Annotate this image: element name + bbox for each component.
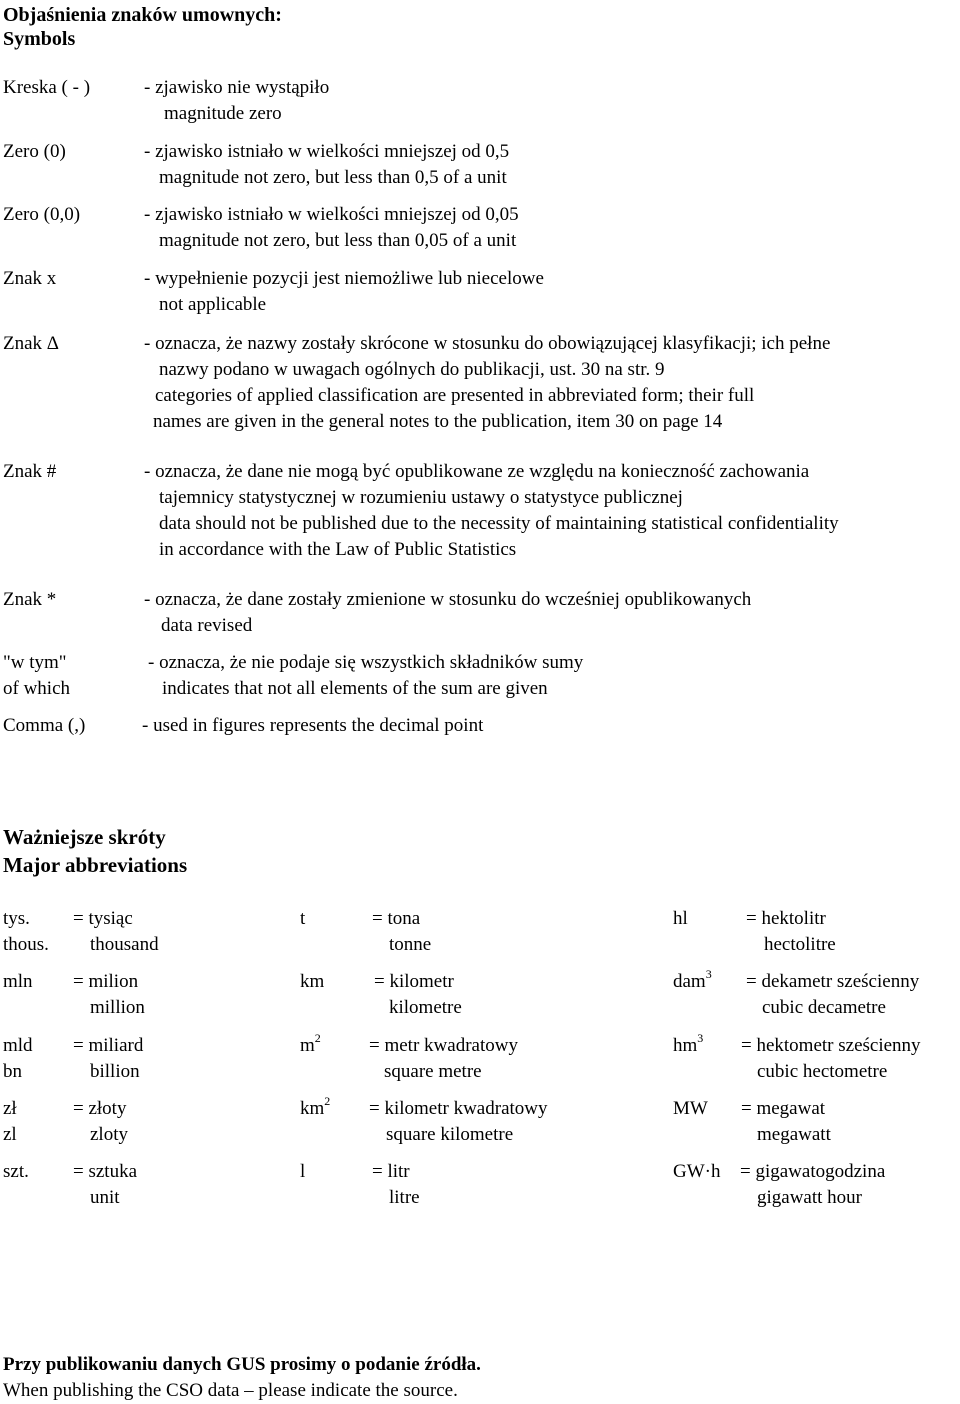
abbr-meaning-en: thousand xyxy=(90,934,159,955)
abbr-meaning xyxy=(73,969,145,1021)
symbol-desc-line: tajemnicy statystycznej w rozumieniu ustawy o statystyce publicznej xyxy=(159,487,683,508)
abbr-meaning-en: cubic decametre xyxy=(762,997,886,1018)
abbr-meaning-pl: = litr xyxy=(372,1161,410,1182)
symbol-description xyxy=(144,587,751,639)
abbr-meaning-pl: = hektometr sześcienny xyxy=(741,1035,921,1056)
symbol-term-line: of which xyxy=(3,678,71,699)
abbr-term xyxy=(3,1096,17,1148)
symbol-description xyxy=(144,202,519,254)
abbr-meaning-pl: = hektolitr xyxy=(746,908,826,929)
abbr-meaning-en: kilometre xyxy=(389,997,462,1018)
abbr-symbol: GW·h xyxy=(673,1161,721,1182)
abbr-superscript: 3 xyxy=(705,966,712,981)
symbol-desc-line: magnitude not zero, but less than 0,05 of a unit xyxy=(159,230,517,251)
symbol-term: Kreska ( - ) xyxy=(3,77,91,98)
abbr-meaning xyxy=(369,1096,548,1148)
symbol-desc-line: magnitude not zero, but less than 0,5 of a unit xyxy=(159,167,507,188)
symbol-description xyxy=(144,459,839,563)
symbol-description xyxy=(144,139,509,191)
abbr-symbol xyxy=(300,1030,321,1059)
abbr-symbol: l xyxy=(300,1161,306,1182)
symbol-description xyxy=(144,331,830,435)
abbr-symbol-en: thous. xyxy=(3,934,49,955)
abbr-symbol: MW xyxy=(673,1098,708,1119)
abbr-superscript: 2 xyxy=(324,1093,331,1108)
abbr-meaning-pl: = tona xyxy=(372,908,421,929)
abbr-term xyxy=(3,1033,33,1085)
abbr-symbol xyxy=(673,966,712,995)
abbr-meaning xyxy=(73,1096,128,1148)
symbol-desc-line: - zjawisko istniało w wielkości mniejszej od 0,5 xyxy=(144,141,510,162)
abbr-symbol-base: hm xyxy=(673,1035,698,1056)
symbol-term: Comma (,) xyxy=(3,715,86,736)
symbol-desc-line: in accordance with the Law of Public Statistics xyxy=(159,539,517,560)
abbr-meaning-pl: = kilometr xyxy=(374,971,454,992)
abbr-meaning-en: million xyxy=(90,997,145,1018)
abbr-meaning xyxy=(73,906,159,958)
symbol-desc-line: - zjawisko nie wystąpiło xyxy=(144,77,330,98)
symbol-term: Zero (0) xyxy=(3,141,66,162)
abbr-meaning xyxy=(369,1033,518,1085)
abbr-meaning-pl: = megawat xyxy=(741,1098,826,1119)
abbr-symbol: mln xyxy=(3,971,33,992)
symbol-term: Znak x xyxy=(3,268,57,289)
abbr-meaning-en: square metre xyxy=(384,1061,482,1082)
abbr-meaning-pl: = milion xyxy=(73,971,139,992)
abbr-symbol-base: dam xyxy=(673,971,706,992)
abbr-meaning-en: gigawatt hour xyxy=(757,1187,863,1208)
abbr-meaning xyxy=(746,969,919,1021)
symbol-desc-line: data revised xyxy=(161,615,253,636)
abbr-symbol-en: bn xyxy=(3,1061,22,1082)
symbol-desc-line: not applicable xyxy=(159,294,267,315)
symbol-term: Znak * xyxy=(3,589,57,610)
abbr-symbol: km xyxy=(300,971,325,992)
symbol-term: Zero (0,0) xyxy=(3,204,81,225)
abbr-meaning-en: cubic hectometre xyxy=(757,1061,888,1082)
abbr-meaning-pl: = metr kwadratowy xyxy=(369,1035,518,1056)
abbr-superscript: 2 xyxy=(314,1030,321,1045)
abbr-symbol: mld xyxy=(3,1035,33,1056)
symbol-desc-line: categories of applied classification are presented in abbreviated form; their full xyxy=(155,385,755,406)
abbr-meaning-en: unit xyxy=(90,1187,120,1208)
symbol-desc-line: - wypełnienie pozycji jest niemożliwe lub niecelowe xyxy=(144,268,544,289)
abbr-meaning xyxy=(746,906,836,958)
symbol-desc-line: - oznacza, że dane nie mogą być opublikowane ze względu na konieczność zachowania xyxy=(144,461,810,482)
abbr-meaning xyxy=(372,906,431,958)
abbr-meaning-pl: = tysiąc xyxy=(73,908,133,929)
footer-note-en: When publishing the CSO data – please indicate the source. xyxy=(3,1380,458,1401)
abbr-term xyxy=(3,906,49,958)
abbr-meaning-en: litre xyxy=(389,1187,420,1208)
abbr-meaning xyxy=(372,1159,420,1211)
abbr-meaning xyxy=(73,1159,137,1211)
abbr-symbol-base: km xyxy=(300,1098,325,1119)
abbr-meaning xyxy=(374,969,462,1021)
abbr-symbol: tys. xyxy=(3,908,30,929)
footer-note-pl: Przy publikowaniu danych GUS prosimy o podanie źródła. xyxy=(3,1354,481,1375)
abbr-superscript: 3 xyxy=(697,1030,704,1045)
abbr-symbol-base: m xyxy=(300,1035,315,1056)
symbol-description xyxy=(148,650,583,702)
abbr-meaning-en: tonne xyxy=(389,934,432,955)
symbol-term: Znak Δ xyxy=(3,333,60,354)
abbr-meaning-pl: = złoty xyxy=(73,1098,127,1119)
abbr-meaning-en: square kilometre xyxy=(386,1124,514,1145)
symbols-heading-en: Symbols xyxy=(3,28,76,50)
abbr-meaning xyxy=(73,1033,143,1085)
symbol-desc-line: - oznacza, że nie podaje się wszystkich składników sumy xyxy=(148,652,584,673)
abbr-meaning-pl: = kilometr kwadratowy xyxy=(369,1098,548,1119)
abbr-symbol: szt. xyxy=(3,1161,29,1182)
symbol-description: - used in figures represents the decimal point xyxy=(142,715,484,736)
abbr-heading-en: Major abbreviations xyxy=(3,853,188,877)
symbol-desc-line: - oznacza, że dane zostały zmienione w stosunku do wcześniej opublikowanych xyxy=(144,589,752,610)
abbr-symbol: t xyxy=(300,908,306,929)
symbol-desc-line: indicates that not all elements of the sum are given xyxy=(162,678,548,699)
abbr-symbol: zł xyxy=(3,1098,17,1119)
abbr-meaning-pl: = sztuka xyxy=(73,1161,138,1182)
abbr-meaning xyxy=(740,1159,885,1211)
abbr-meaning-en: billion xyxy=(90,1061,140,1082)
abbr-meaning xyxy=(741,1096,831,1148)
abbr-meaning-en: megawatt xyxy=(757,1124,831,1145)
abbr-symbol xyxy=(300,1093,331,1122)
symbol-desc-line: magnitude zero xyxy=(164,103,282,124)
symbols-heading-pl: Objaśnienia znaków umownych: xyxy=(3,4,282,26)
symbol-desc-line: nazwy podano w uwagach ogólnych do publikacji, ust. 30 na str. 9 xyxy=(159,359,665,380)
symbol-term: Znak # xyxy=(3,461,57,482)
abbr-meaning-en: hectolitre xyxy=(764,934,836,955)
abbr-heading-pl: Ważniejsze skróty xyxy=(3,825,166,849)
abbr-meaning-en: zloty xyxy=(90,1124,128,1145)
abbr-meaning xyxy=(741,1033,921,1085)
symbol-term-line: "w tym" xyxy=(3,652,67,673)
abbr-symbol-en: zl xyxy=(3,1124,17,1145)
symbol-desc-line: names are given in the general notes to the publication, item 30 on page 14 xyxy=(153,411,723,432)
abbr-meaning-pl: = gigawatogodzina xyxy=(740,1161,886,1182)
symbol-description xyxy=(144,75,329,127)
symbol-desc-line: data should not be published due to the necessity of maintaining statistical confidentiality xyxy=(159,513,839,534)
abbr-symbol: hl xyxy=(673,908,688,929)
symbol-desc-line: - oznacza, że nazwy zostały skrócone w stosunku do obowiązującej klasyfikacji; ich pełne xyxy=(144,333,831,354)
abbr-symbol xyxy=(673,1030,704,1059)
symbol-description xyxy=(144,266,544,318)
symbol-term xyxy=(3,650,70,702)
symbol-desc-line: - zjawisko istniało w wielkości mniejszej od 0,05 xyxy=(144,204,519,225)
abbr-meaning-pl: = miliard xyxy=(73,1035,144,1056)
abbr-meaning-pl: = dekametr sześcienny xyxy=(746,971,920,992)
